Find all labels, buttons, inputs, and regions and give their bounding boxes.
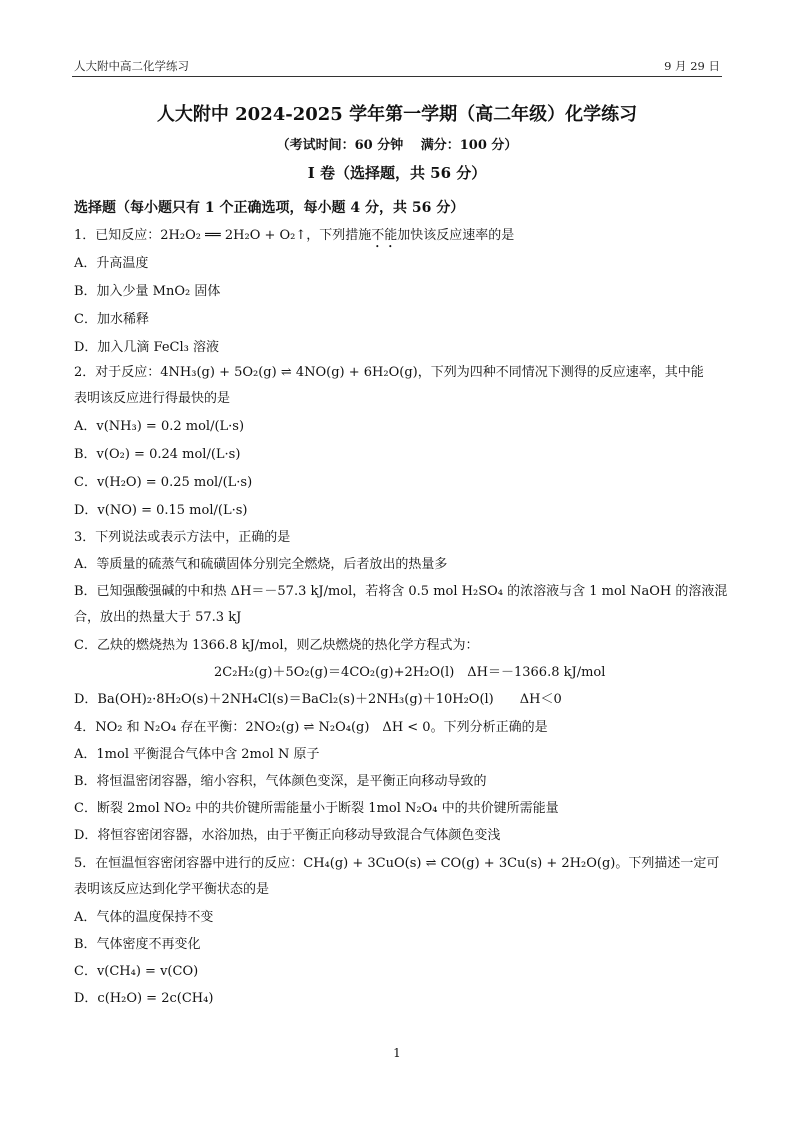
instructions: 选择题（每小题只有 1 个正确选项，每小题 4 分，共 56 分） — [74, 200, 465, 216]
exam-subtitle: （考试时间：60 分钟 满分：100 分） — [276, 138, 518, 153]
q2-option-a: A．v(NH₃) = 0.2 mol/(L·s) — [74, 419, 245, 434]
page-number: 1 — [393, 1046, 401, 1060]
q5-option-a: A．气体的温度保持不变 — [74, 910, 214, 925]
q5-option-d: D．c(H₂O) = 2c(CH₄) — [74, 991, 214, 1006]
q4-option-c: C．断裂 2mol NO₂ 中的共价键所需能量小于断裂 1mol N₂O₄ 中的共价键所需能量 — [74, 801, 559, 816]
q3-option-b-line1: B．已知强酸强碱的中和热 ΔH＝－57.3 kJ/mol，若将含 0.5 mol H₂SO₄ 的浓溶液与含 1 mol NaOH 的溶液混 — [74, 584, 728, 599]
q1-stem — [74, 226, 722, 251]
q3-option-d: D．Ba(OH)₂·8H₂O(s)＋2NH₄Cl(s)＝BaCl₂(s)＋2NH₃(g)＋10H₂O(l) ΔH＜0 — [74, 692, 562, 707]
q1-option-a: A．升高温度 — [74, 256, 149, 271]
header-school: 人大附中高二化学练习 — [74, 59, 189, 73]
page-header — [72, 58, 722, 77]
q1-option-b: B．加入少量 MnO₂ 固体 — [74, 284, 221, 299]
q2-option-d: D．v(NO) = 0.15 mol/(L·s) — [74, 503, 248, 518]
q4-option-a: A．1mol 平衡混合气体中含 2mol N 原子 — [74, 747, 320, 762]
q3-option-c: C．乙炔的燃烧热为 1366.8 kJ/mol，则乙炔燃烧的热化学方程式为： — [74, 638, 479, 653]
q1-stem-a: 1．已知反应：2H₂O₂ ══ 2H₂O + O₂↑，下列措施 — [74, 228, 372, 243]
q1-stem-emphasis: 不能 — [371, 228, 398, 243]
q3-option-c-equation: 2C₂H₂(g)＋5O₂(g)＝4CO₂(g)+2H₂O(l) ΔH＝－1366.8 kJ/mol — [214, 665, 606, 680]
q3-option-b-line2: 合，放出的热量大于 57.3 kJ — [74, 610, 242, 625]
q4-stem: 4．NO₂ 和 N₂O₄ 存在平衡：2NO₂(g) ⇌ N₂O₄(g) ΔH < 0。下列分析正确的是 — [74, 720, 548, 735]
exam-title: 人大附中 2024-2025 学年第一学期（高二年级）化学练习 — [156, 104, 638, 125]
q5-option-c: C．v(CH₄) = v(CO) — [74, 964, 199, 979]
q3-option-a: A．等质量的硫蒸气和硫磺固体分别完全燃烧，后者放出的热量多 — [74, 557, 448, 572]
q2-option-b: B．v(O₂) = 0.24 mol/(L·s) — [74, 447, 241, 462]
q5-option-b: B．气体密度不再变化 — [74, 937, 201, 952]
q1-stem-b: 加快该反应速率的是 — [397, 228, 515, 243]
q2-stem-line2: 表明该反应进行得最快的是 — [74, 391, 231, 406]
q1-option-c: C．加水稀释 — [74, 312, 149, 327]
q5-stem-line1: 5．在恒温恒容密闭容器中进行的反应：CH₄(g) + 3CuO(s) ⇌ CO(g) + 3Cu(s) + 2H₂O(g)。下列描述一定可 — [74, 856, 720, 871]
q2-stem-line1: 2．对于反应：4NH₃(g) + 5O₂(g) ⇌ 4NO(g) + 6H₂O(g)，下列为四种不同情况下测得的反应速率，其中能 — [74, 365, 704, 380]
q3-stem: 3．下列说法或表示方法中，正确的是 — [74, 530, 291, 545]
q2-option-c: C．v(H₂O) = 0.25 mol/(L·s) — [74, 475, 253, 490]
q1-option-d: D．加入几滴 FeCl₃ 溶液 — [74, 340, 220, 355]
q4-option-b: B．将恒温密闭容器，缩小容积，气体颜色变深，是平衡正向移动导致的 — [74, 774, 487, 789]
q4-option-d: D．将恒容密闭容器，水浴加热，由于平衡正向移动导致混合气体颜色变浅 — [74, 828, 501, 843]
header-date: 9 月 29 日 — [664, 59, 720, 73]
section-title: I 卷（选择题，共 56 分） — [307, 164, 487, 182]
q5-stem-line2: 表明该反应达到化学平衡状态的是 — [74, 882, 270, 897]
